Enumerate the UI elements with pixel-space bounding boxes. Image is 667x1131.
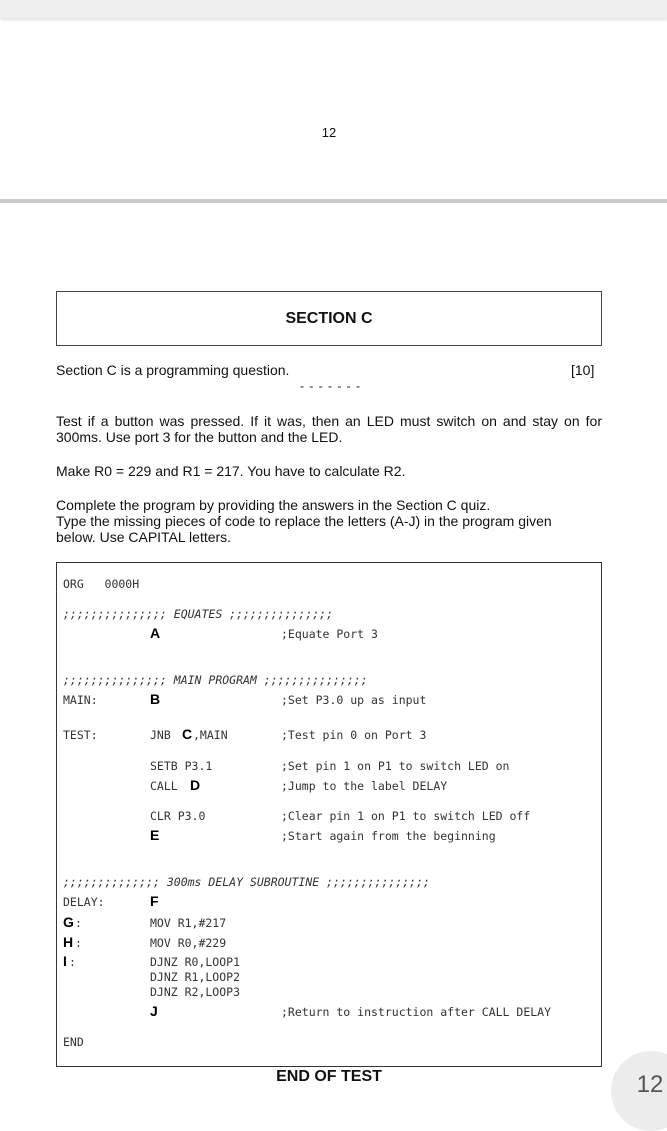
- code-comment-setb: ;Set pin 1 on P1 to switch LED on: [281, 759, 510, 773]
- question-paragraph-2: Make R0 = 229 and R1 = 217. You have to calculate R2.: [56, 463, 406, 479]
- question-paragraph-1-line-1: Test if a button was pressed. If it was, then an LED must switch on and stay on for: [56, 413, 602, 429]
- code-comment-a: ;Equate Port 3: [281, 627, 378, 641]
- code-label-test: TEST:: [63, 728, 98, 742]
- code-label-delay: DELAY:: [63, 895, 105, 909]
- code-comment-j: ;Return to instruction after CALL DELAY: [281, 1005, 552, 1019]
- code-colon-i: :: [69, 955, 76, 969]
- code-comment-b: ;Set P3.0 up as input: [281, 693, 427, 707]
- code-comment-e: ;Start again from the beginning: [281, 829, 496, 843]
- blank-letter-i: I: [63, 953, 67, 969]
- code-djnz-1: DJNZ R0,LOOP1: [150, 955, 241, 969]
- section-title: SECTION C: [285, 310, 373, 327]
- code-djnz-3: DJNZ R2,LOOP3: [150, 985, 241, 999]
- page-indicator-number: 12: [636, 1071, 664, 1098]
- question-paragraph-3-line-3: below. Use CAPITAL letters.: [56, 529, 232, 545]
- code-comment-c: ;Test pin 0 on Port 3: [281, 728, 427, 742]
- page-number: 12: [321, 125, 337, 140]
- code-equates-header: ;;;;;;;;;;;;;;; EQUATES ;;;;;;;;;;;;;;;: [63, 607, 334, 621]
- blank-letter-c: C: [182, 726, 193, 742]
- code-setb: SETB P3.1: [150, 759, 213, 773]
- code-jnb-target: ,MAIN: [193, 728, 228, 742]
- end-of-test: END OF TEST: [276, 1068, 382, 1085]
- section-heading-box: [56, 291, 602, 346]
- code-comment-clr: ;Clear pin 1 on P1 to switch LED off: [281, 809, 531, 823]
- blank-letter-b: B: [150, 691, 161, 707]
- code-clr: CLR P3.0: [150, 809, 206, 823]
- code-jnb: JNB: [150, 728, 171, 742]
- marks-label: [10]: [571, 362, 595, 378]
- code-mov-r0: MOV R0,#229: [150, 936, 227, 950]
- separator-dashes: - - - - - - -: [300, 379, 361, 393]
- intro-text: Section C is a programming question.: [56, 362, 290, 378]
- blank-letter-d: D: [190, 777, 201, 793]
- blank-letter-g: G: [63, 914, 74, 930]
- code-main-header: ;;;;;;;;;;;;;;; MAIN PROGRAM ;;;;;;;;;;;;;;;: [63, 673, 368, 687]
- code-call: CALL: [150, 779, 178, 793]
- code-end: END: [63, 1035, 84, 1049]
- code-delay-header: ;;;;;;;;;;;;;; 300ms DELAY SUBROUTINE ;;;;;;;;;;;;;;;: [63, 875, 430, 889]
- code-colon-g: :: [75, 916, 82, 930]
- question-paragraph-3-line-1: Complete the program by providing the answers in the Section C quiz.: [56, 497, 491, 513]
- blank-letter-h: H: [63, 934, 74, 950]
- blank-letter-a: A: [150, 625, 161, 641]
- code-comment-d: ;Jump to the label DELAY: [281, 779, 448, 793]
- blank-letter-e: E: [150, 827, 160, 843]
- viewer-toolbar: [0, 0, 667, 18]
- code-colon-h: :: [75, 936, 82, 950]
- question-paragraph-3-line-2: Type the missing pieces of code to replace the letters (A-J) in the program given: [56, 513, 552, 529]
- code-mov-r1: MOV R1,#217: [150, 916, 227, 930]
- code-label-main: MAIN:: [63, 693, 98, 707]
- question-paragraph-1-line-2: 300ms. Use port 3 for the button and the LED.: [56, 429, 343, 445]
- code-djnz-2: DJNZ R1,LOOP2: [150, 970, 241, 984]
- blank-letter-f: F: [150, 893, 159, 909]
- blank-letter-j: J: [150, 1003, 158, 1019]
- code-org: ORG 0000H: [63, 577, 140, 591]
